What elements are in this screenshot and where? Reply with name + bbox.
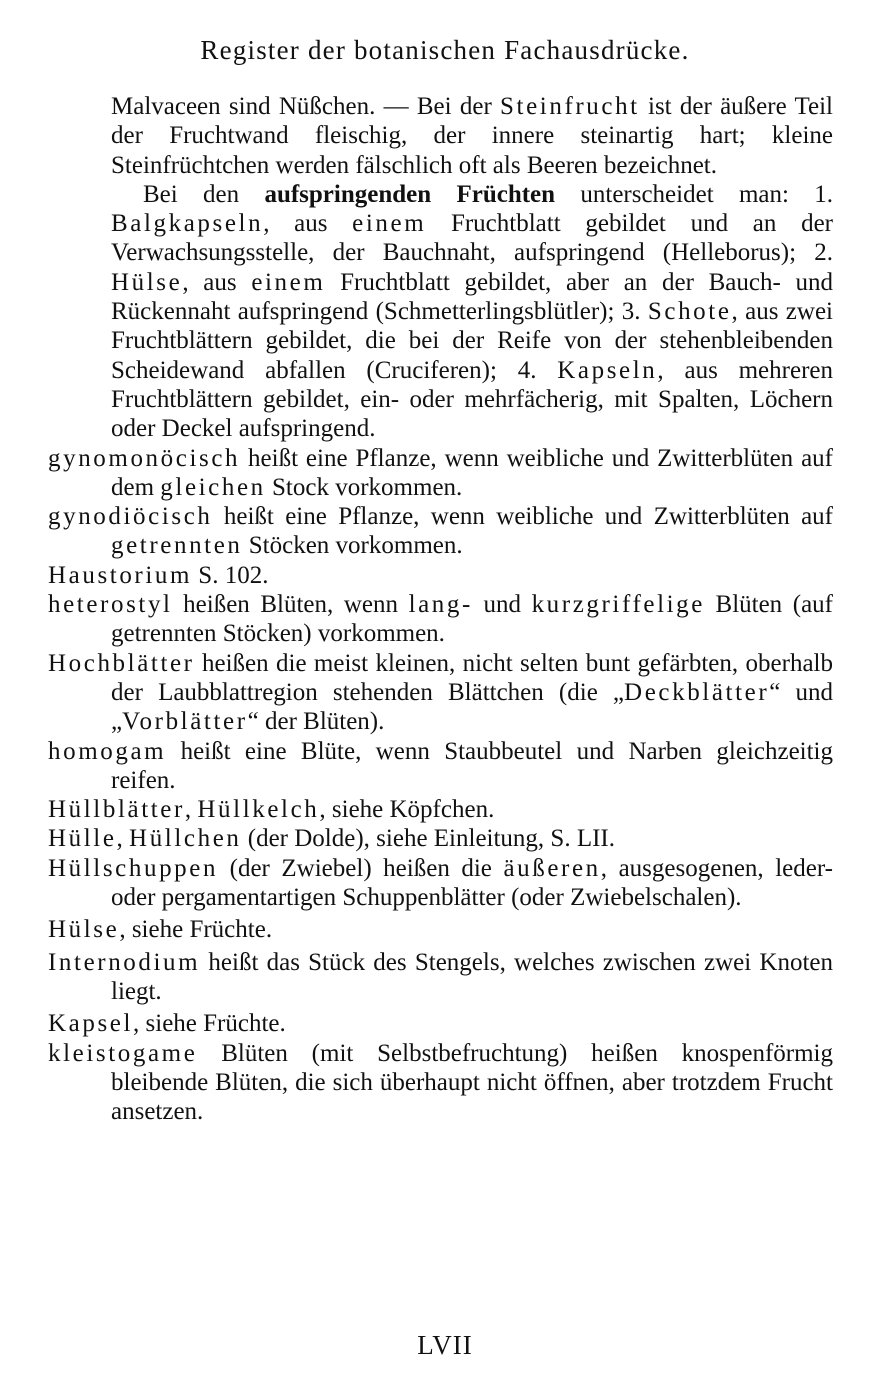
entry-text: Blüten (mit Selbstbefruchtung) heißen knospenförmig bleibende Blüten, die sich überhaupt nicht öffnen, aber trotzdem Frucht ansetzen. — [111, 1039, 833, 1126]
term-steinfrucht: Steinfrucht — [500, 93, 640, 120]
glossary-entry-homogam — [48, 737, 833, 796]
term-kapseln: Kapseln — [557, 356, 658, 384]
running-head: Register der botanischen Fachausdrücke. — [200, 35, 690, 65]
glossary-entry-kapsel — [48, 1009, 833, 1038]
glossary-entry-hochblaetter — [48, 649, 833, 737]
entry-text: (der Zwiebel) heißen die — [218, 854, 504, 882]
entry-text: “ der Blüten). — [247, 708, 385, 736]
glossary-entry-gynodioecisch — [48, 502, 833, 561]
entry-term: Haustorium — [48, 561, 193, 589]
glossary-entry-huellblaetter — [48, 795, 833, 824]
text-run: , aus — [182, 268, 252, 296]
entry-term: Hüllkelch — [197, 796, 320, 824]
entry-text: heißt eine Pflanze, wenn weibliche und Zwitterblüten auf — [212, 503, 833, 531]
entry-text: heißt eine Pflanze, wenn weibliche und Zwitterblüten auf dem — [111, 444, 833, 501]
entry-term: Hülse — [48, 916, 120, 944]
entry-text: Stöcken vorkommen. — [242, 532, 463, 560]
entry-text: und — [472, 591, 532, 619]
page-number: LVII — [417, 1330, 473, 1360]
entry-term: Hochblätter — [48, 649, 195, 677]
entry-term: getrennten — [111, 532, 243, 560]
entry-term: gleichen — [160, 473, 266, 501]
text-run: , aus zwei Fruchtblättern gebildet, die bei der Reife von der stehenbleibenden Scheidewand abfallen (Cruciferen); 4. — [111, 298, 833, 384]
term-balgkapseln: Balgkapseln — [111, 210, 264, 238]
entry-term: gynomonöcisch — [48, 444, 241, 472]
entry-text: , siehe Früchte. — [133, 1010, 286, 1038]
entry-term: homogam — [48, 737, 167, 765]
text-run: , aus — [263, 210, 353, 238]
text-run: Malvaceen sind Nüßchen. — Bei der — [111, 93, 501, 120]
entry-term: Kapsel — [48, 1010, 134, 1038]
continued-paragraph — [111, 92, 833, 180]
text-run: ist der äußere Teil der Fruchtwand fleischig, der innere steinartig hart; kleine Steinfrüchtchen werden fälschlich oft als Beeren bezeichnet. — [111, 93, 834, 179]
entry-text: , — [116, 825, 130, 853]
glossary-entry-haustorium — [48, 561, 833, 590]
entry-text: , siehe Früchte. — [119, 916, 273, 944]
entry-text: “ und „ — [111, 678, 833, 736]
entry-term: heterostyl — [48, 591, 173, 619]
entry-text: , — [184, 796, 198, 824]
text-run: Fruchtblatt gebildet, aber an der Bauch- und Rückennaht aufspringend (Schmetterlingsblütler); 3. — [111, 268, 834, 326]
term-schote: Schote — [647, 298, 732, 326]
entry-term: Vorblätter — [122, 708, 248, 736]
entry-term: Internodium — [48, 948, 201, 976]
text-run: , aus mehreren Fruchtblättern gebildet, ein- oder mehrfächerig, mit Spalten, Löchern oder Deckel aufspringend. — [111, 356, 833, 443]
entry-text: , siehe Köpfchen. — [319, 796, 495, 824]
text-run: Fruchtblatt gebildet und an der Verwachsungsstelle, der Bauchnaht, aufspringend (Helleborus); 2. — [111, 210, 833, 267]
entry-term: gynodiöcisch — [48, 503, 213, 531]
entry-term: äußeren — [503, 854, 601, 882]
entry-text: Stock vorkommen. — [265, 473, 463, 501]
glossary-entry-huelle — [48, 824, 833, 853]
emphasis-einem: einem — [352, 210, 427, 238]
entry-text: heißt eine Blüte, wenn Staubbeutel und Narben gleichzeitig reifen. — [111, 737, 833, 794]
text-run: unterscheidet man: 1. — [555, 180, 833, 208]
glossary-entry-kleistogame — [48, 1039, 833, 1127]
text-run: Bei den — [143, 180, 265, 208]
entry-term: Deckblätter — [624, 678, 770, 706]
entry-term: Hüllschuppen — [48, 854, 219, 882]
entry-text: Blüten (auf getrennten Stöcken) vorkommen. — [111, 591, 833, 648]
entry-text: (der Dolde), siehe Einleitung, S. LII. — [241, 825, 616, 853]
entry-text: , ausgesogenen, leder- oder pergamentartigen Schuppenblätter (oder Zwiebelschalen). — [111, 854, 833, 912]
entry-text: heißen Blüten, wenn — [172, 591, 409, 619]
entry-term: Hüllblätter — [48, 796, 185, 824]
term-huelse: Hülse — [111, 268, 183, 296]
glossary-entry-internodium — [48, 948, 833, 1007]
entry-term: kurzgriffelige — [531, 591, 705, 619]
dehiscent-fruits-paragraph — [111, 180, 833, 444]
glossary-entry-gynomonoecisch — [48, 444, 833, 503]
entry-text: heißt das Stück des Stengels, welches zwischen zwei Knoten liegt. — [111, 948, 833, 1005]
entry-term: lang- — [408, 591, 473, 619]
entry-term: Hüllchen — [129, 825, 242, 853]
glossary-entry-heterostyl — [48, 590, 833, 649]
entry-text: S. 102. — [192, 561, 269, 589]
glossary-entry-huelse — [48, 915, 833, 944]
glossary-entry-huellschuppen — [48, 854, 833, 913]
glossary-entries — [48, 444, 833, 1127]
glossary-text — [48, 92, 833, 1126]
emphasis-einem: einem — [251, 268, 326, 296]
term-aufspringende-fruechte: aufspringenden Früchten — [264, 180, 556, 208]
entry-term: Hülle — [48, 825, 117, 853]
entry-text: heißen die meist kleinen, nicht selten bunt gefärbten, oberhalb der Laubblattregion stehenden Blättchen (die „ — [111, 649, 833, 706]
entry-term: kleistogame — [48, 1039, 198, 1067]
